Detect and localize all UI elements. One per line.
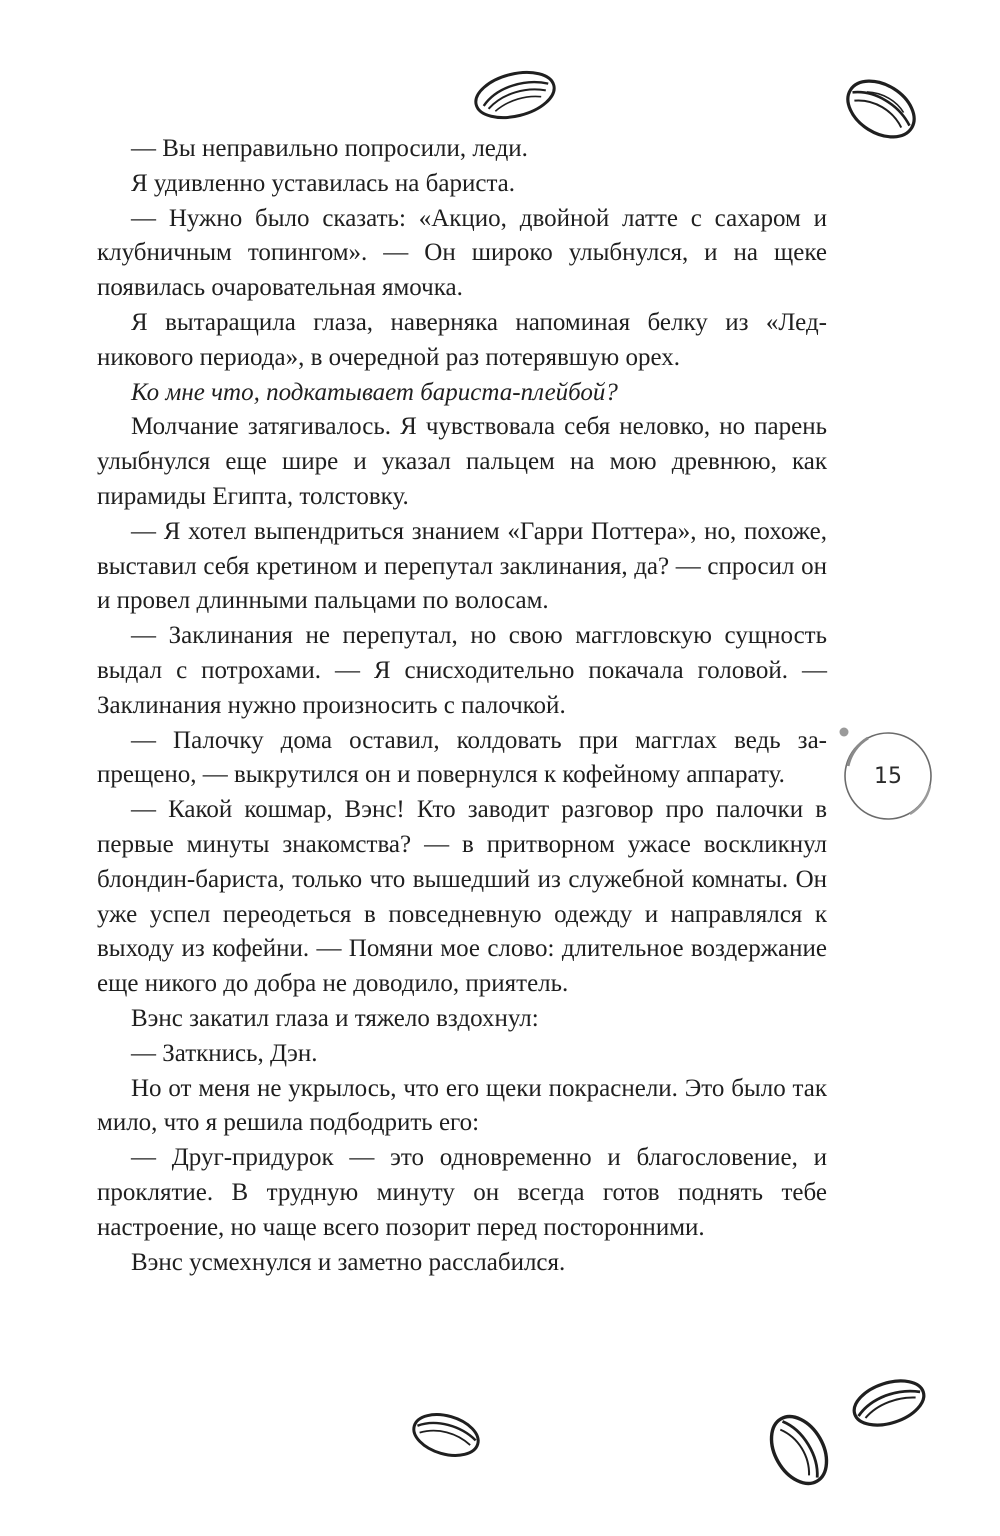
paragraph: — Друг-придурок — это одновременно и благословение, и проклятие. В трудную минуту он всегда готов поднять тебе настроение, но чаще всего позорит перед посторонними. [97, 1144, 827, 1241]
paragraph: — Нужно было сказать: «Акцио, двойной латте с сахаром и клубничным топингом». — Он широко улыбнулся, и на щеке появилась очаровательная ямочка. [97, 204, 827, 302]
page-number: 15 [874, 763, 902, 789]
paragraph: — Палочку дома оставил, колдовать при магглах ведь запрещено, — выкрутился он и повернулся к кофейному аппарату. [97, 726, 827, 789]
coffee-bean-icon [848, 1372, 930, 1434]
paragraph: Ко мне что, подкатывает бариста-плейбой? [131, 378, 618, 406]
coffee-bean-icon [764, 1410, 834, 1490]
coffee-bean-icon [840, 74, 922, 144]
paragraph: Я вытаращила глаза, наверняка напоминая белку из «Ледникового периода», в очередной раз потерявшую орех. [97, 308, 827, 371]
body-text [97, 132, 827, 1280]
page-number-badge [838, 726, 938, 826]
paragraph: Я удивленно уставилась на бариста. [131, 169, 516, 197]
paragraph: — Заткнись, Дэн. [131, 1039, 318, 1067]
paragraph: Но от меня не укрылось, что его щеки покраснели. Это было так мило, что я решила подбодрить его: [97, 1074, 827, 1137]
paragraph: Вэнс усмехнулся и заметно расслабился. [131, 1248, 566, 1276]
paragraph: Вэнс закатил глаза и тяжело вздохнул: [131, 1004, 539, 1032]
coffee-bean-icon [470, 66, 560, 124]
paragraph: — Вы неправильно попросили, леди. [131, 135, 528, 162]
paragraph: — Я хотел выпендриться знанием «Гарри Поттера», но, похоже, выставил себя кретином и перепутал заклинания, да? — спросил он и провел длинными пальцами по волосам. [97, 517, 827, 615]
coffee-bean-icon [408, 1408, 484, 1462]
paragraph: — Какой кошмар, Вэнс! Кто заводит разговор про палочки в первые минуты знакомства? — в притворном ужасе воскликнул блондин-бариста, только что вышедший из служебной комнаты. Он уже успел переодеться в повседневную одежду и направлялся к выходу из кофейни. — Помяни мое слово: длительное воздержание еще никого до добра не доводило, приятель. [97, 796, 827, 998]
paragraph: — Заклинания не перепутал, но свою маггловскую сущность выдал с потрохами. — Я снисходительно покачала головой. — Заклинания нужно произносить с палочкой. [97, 622, 827, 719]
paragraph: Молчание затягивалось. Я чувствовала себя неловко, но парень улыбнулся еще шире и указал пальцем на мою древнюю, как пирамиды Египта, толстовку. [97, 413, 827, 510]
